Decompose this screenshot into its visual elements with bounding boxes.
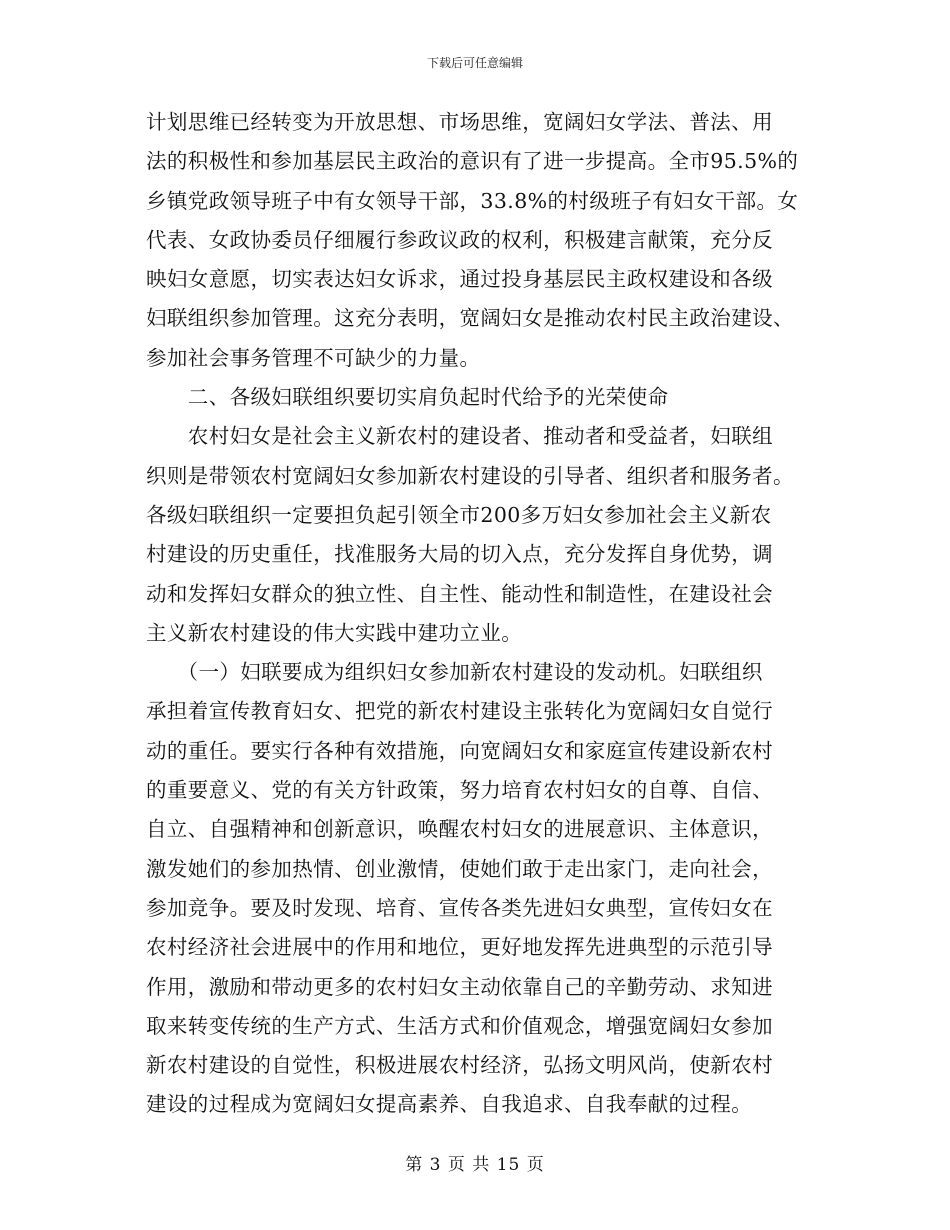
text-line: 承担着宣传教育妇女、把党的新农村建设主张转化为宽阔妇女自觉行: [146, 699, 773, 724]
text-line: 农村妇女是社会主义新农村的建设者、推动者和受益者，妇联组: [146, 424, 773, 449]
text-line: 织则是带领农村宽阔妇女参加新农村建设的引导者、组织者和服务者。: [146, 463, 794, 488]
document-body: [146, 103, 808, 1125]
text-line: 主义新农村建设的伟大实践中建功立业。: [146, 620, 523, 645]
text-line: 的重要意义、党的有关方针政策，努力培育农村妇女的自尊、自信、: [146, 778, 773, 803]
text-line: 村建设的历史重任，找准服务大局的切入点，充分发挥自身优势，调: [146, 542, 773, 567]
text-line: 自立、自强精神和创新意识，唤醒农村妇女的进展意识、主体意识，: [146, 817, 773, 842]
text-line: 乡镇党政领导班子中有女领导干部，33.8%的村级班子有妇女干部。女: [146, 188, 799, 213]
text-line: 参加社会事务管理不可缺少的力量。: [146, 345, 481, 370]
section-heading: 二、各级妇联组织要切实肩负起时代给予的光荣使命: [146, 385, 669, 410]
text-line: 动和发挥妇女群众的独立性、自主性、能动性和制造性，在建设社会: [146, 581, 773, 606]
text-line: 参加竞争。要及时发现、培育、宣传各类先进妇女典型，宣传妇女在: [146, 895, 773, 920]
page-header: 下载后可任意编辑: [426, 56, 523, 70]
text-line: 妇联组织参加管理。这充分表明，宽阔妇女是推动农村民主政治建设、: [146, 306, 794, 331]
text-line: 建设的过程成为宽阔妇女提高素养、自我追求、自我奉献的过程。: [146, 1092, 753, 1117]
text-line: 映妇女意愿，切实表达妇女诉求，通过投身基层民主政权建设和各级: [146, 267, 773, 292]
text-line: 农村经济社会进展中的作用和地位，更好地发挥先进典型的示范引导: [146, 935, 773, 960]
text-line: 计划思维已经转变为开放思想、市场思维，宽阔妇女学法、普法、用: [146, 110, 773, 134]
text-line: （一）妇联要成为组织妇女参加新农村建设的发动机。妇联组织: [146, 660, 763, 685]
text-line: 新农村建设的自觉性，积极进展农村经济，弘扬文明风尚，使新农村: [146, 1053, 773, 1078]
text-line: 各级妇联组织一定要担负起引领全市200多万妇女参加社会主义新农: [146, 502, 772, 527]
text-line: 作用，激励和带动更多的农村妇女主动依靠自己的辛勤劳动、求知进: [146, 974, 773, 999]
text-line: 代表、女政协委员仔细履行参政议政的权利，积极建言献策，充分反: [146, 227, 773, 252]
text-line: 动的重任。要实行各种有效措施，向宽阔妇女和家庭宣传建设新农村: [146, 738, 773, 763]
text-line: 取来转变传统的生产方式、生活方式和价值观念，增强宽阔妇女参加: [146, 1013, 773, 1038]
text-line: 法的积极性和参加基层民主政治的意识有了进一步提高。全市95.5%的: [146, 149, 799, 174]
page-number: 第 3 页 共 15 页: [405, 1155, 545, 1175]
text-line: 激发她们的参加热情、创业激情，使她们敢于走出家门，走向社会，: [146, 856, 773, 881]
